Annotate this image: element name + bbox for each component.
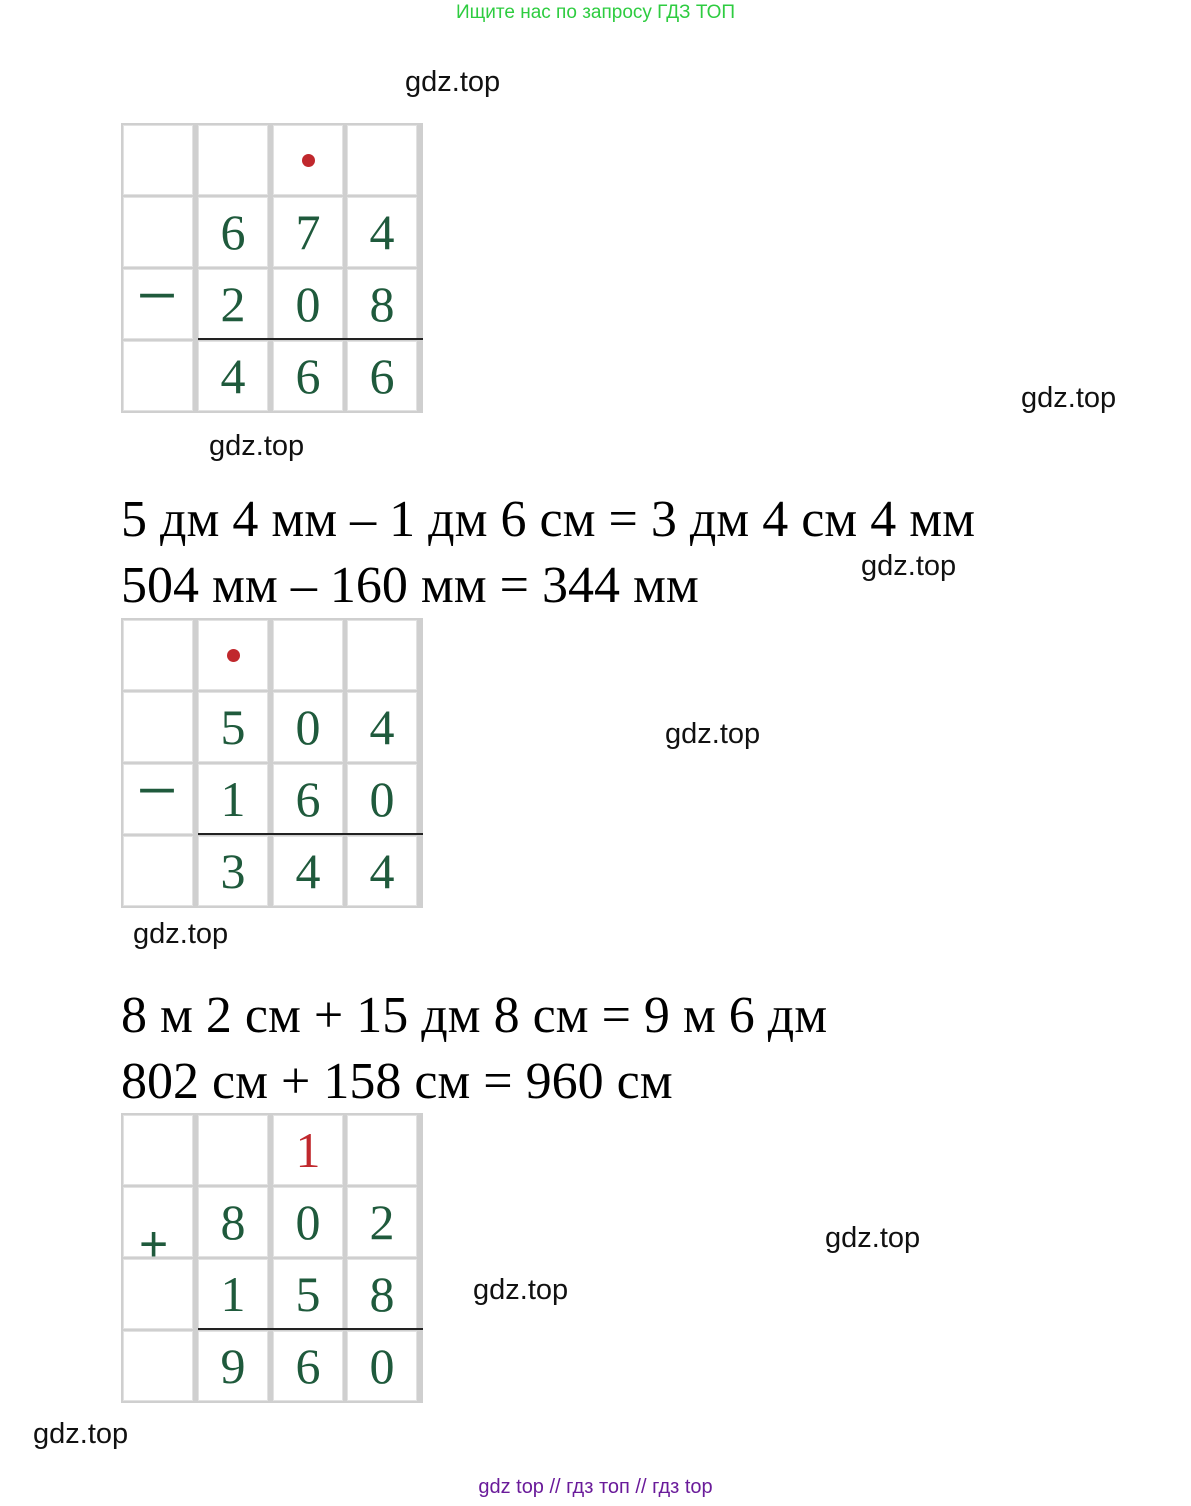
minuend-digit: 7 xyxy=(273,197,343,267)
grid-cell xyxy=(123,341,193,411)
minuend-digit: 4 xyxy=(347,197,417,267)
top-banner: Ищите нас по запросу ГДЗ ТОП xyxy=(455,2,736,23)
grid-cell xyxy=(123,1331,193,1401)
minuend-digit: 0 xyxy=(273,692,343,762)
footer-links: gdz top // гдз топ // гдз top xyxy=(478,1476,713,1498)
expression-converted: 802 см + 158 см = 960 см xyxy=(121,1053,673,1110)
result-digit: 4 xyxy=(198,341,268,411)
watermark: gdz.top xyxy=(209,430,305,462)
borrow-dot-cell xyxy=(273,125,343,195)
grid-cell xyxy=(123,1115,193,1185)
carry-digit: 1 xyxy=(273,1115,343,1185)
expression-converted: 504 мм – 160 мм = 344 мм xyxy=(121,557,699,614)
subtrahend-digit: 8 xyxy=(347,269,417,339)
grid-cell xyxy=(123,836,193,906)
result-digit: 6 xyxy=(347,341,417,411)
minuend-digit: 5 xyxy=(198,692,268,762)
watermark: gdz.top xyxy=(665,718,761,750)
minus-sign: _ xyxy=(141,234,174,299)
expression-units: 5 дм 4 мм – 1 дм 6 см = 3 дм 4 см 4 мм xyxy=(121,491,976,548)
grid-cell xyxy=(347,620,417,690)
subtrahend-digit: 2 xyxy=(198,269,268,339)
sum-line xyxy=(198,833,423,835)
watermark: gdz.top xyxy=(405,66,501,98)
result-digit: 4 xyxy=(273,836,343,906)
addition-grid xyxy=(121,1113,423,1403)
sum-line xyxy=(198,1328,423,1330)
subtrahend-digit: 0 xyxy=(273,269,343,339)
grid-cell xyxy=(273,620,343,690)
result-digit: 6 xyxy=(273,1331,343,1401)
minus-sign: _ xyxy=(141,729,174,794)
sum-line xyxy=(198,338,423,340)
subtrahend-digit: 6 xyxy=(273,764,343,834)
watermark: gdz.top xyxy=(473,1274,569,1306)
addend-digit: 2 xyxy=(347,1187,417,1257)
grid-cell xyxy=(347,125,417,195)
grid-cell xyxy=(123,125,193,195)
subtraction-grid-2 xyxy=(121,618,423,908)
grid-cell xyxy=(198,125,268,195)
grid-cell xyxy=(198,1115,268,1185)
plus-sign: + xyxy=(139,1216,169,1272)
addend-digit: 0 xyxy=(273,1187,343,1257)
watermark: gdz.top xyxy=(1021,382,1117,414)
result-digit: 9 xyxy=(198,1331,268,1401)
result-digit: 4 xyxy=(347,836,417,906)
expression-units: 8 м 2 см + 15 дм 8 см = 9 м 6 дм xyxy=(121,987,828,1044)
minuend-digit: 6 xyxy=(198,197,268,267)
grid-cell xyxy=(123,620,193,690)
subtraction-grid-1 xyxy=(121,123,423,413)
watermark: gdz.top xyxy=(825,1222,921,1254)
watermark: gdz.top xyxy=(861,550,957,582)
watermark: gdz.top xyxy=(33,1418,129,1450)
grid-cell xyxy=(347,1115,417,1185)
result-digit: 0 xyxy=(347,1331,417,1401)
addend-digit: 1 xyxy=(198,1259,268,1329)
subtrahend-digit: 1 xyxy=(198,764,268,834)
subtrahend-digit: 0 xyxy=(347,764,417,834)
addend-digit: 5 xyxy=(273,1259,343,1329)
borrow-dot-icon xyxy=(302,154,315,167)
watermark: gdz.top xyxy=(133,918,229,950)
borrow-dot-icon xyxy=(227,649,240,662)
result-digit: 6 xyxy=(273,341,343,411)
addend-digit: 8 xyxy=(198,1187,268,1257)
result-digit: 3 xyxy=(198,836,268,906)
addend-digit: 8 xyxy=(347,1259,417,1329)
minuend-digit: 4 xyxy=(347,692,417,762)
borrow-dot-cell xyxy=(198,620,268,690)
